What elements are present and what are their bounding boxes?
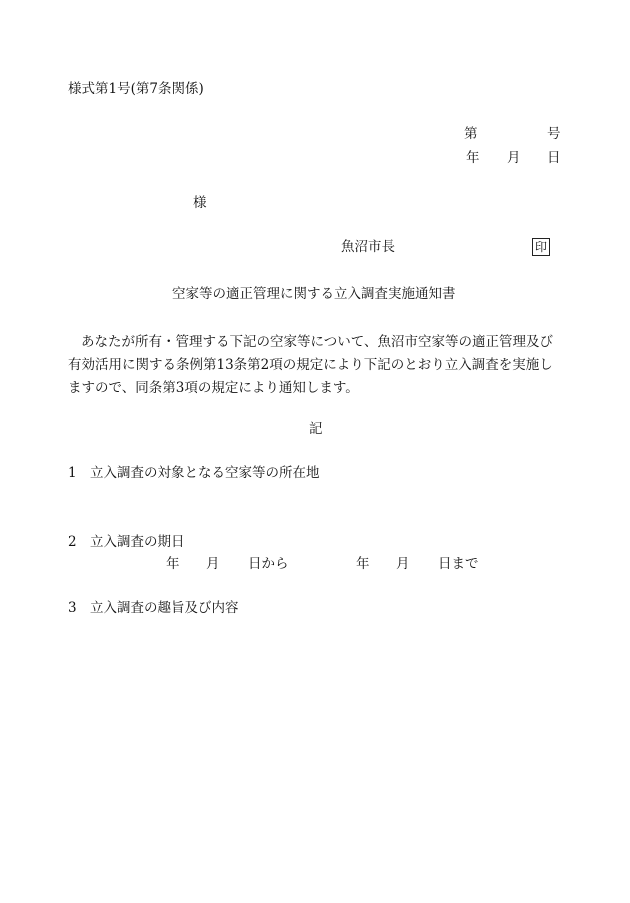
date-day-label: 日 (547, 150, 561, 166)
form-id: 様式第1号(第7条関係) (68, 81, 204, 97)
period-to-day: 日まで (438, 556, 479, 572)
period-from-month: 月 (206, 556, 220, 572)
period-from-year: 年 (166, 556, 180, 572)
seal-mark: 印 (532, 238, 550, 256)
addressee-honorific: 様 (193, 195, 207, 211)
document-title: 空家等の適正管理に関する立入調査実施通知書 (172, 286, 456, 302)
ki-heading: 記 (309, 421, 323, 437)
period-to-month: 月 (396, 556, 410, 572)
notice-body: あなたが所有・管理する下記の空家等について、魚沼市空家等の適正管理及び有効活用に関する条例第13条第2項の規定により下記のとおり立入調査を実施しますので、同条第3項の規定により通知します。 (68, 334, 553, 396)
item-purpose (68, 602, 239, 616)
period-from-day: 日から (248, 556, 289, 572)
item-number: 2 (68, 534, 77, 550)
number-label: 第 (464, 126, 478, 142)
item-date (68, 536, 185, 550)
date-month-label: 月 (507, 150, 521, 166)
item-number: 3 (68, 600, 77, 616)
item-label: 立入調査の趣旨及び内容 (90, 600, 239, 616)
item-label: 立入調査の対象となる空家等の所在地 (90, 465, 320, 481)
issuer-name: 魚沼市長 (341, 239, 395, 255)
date-year-label: 年 (466, 150, 480, 166)
item-label: 立入調査の期日 (90, 534, 185, 550)
item-number: 1 (68, 465, 77, 481)
period-to-year: 年 (356, 556, 370, 572)
number-suffix: 号 (547, 126, 561, 142)
item-location (68, 467, 320, 481)
